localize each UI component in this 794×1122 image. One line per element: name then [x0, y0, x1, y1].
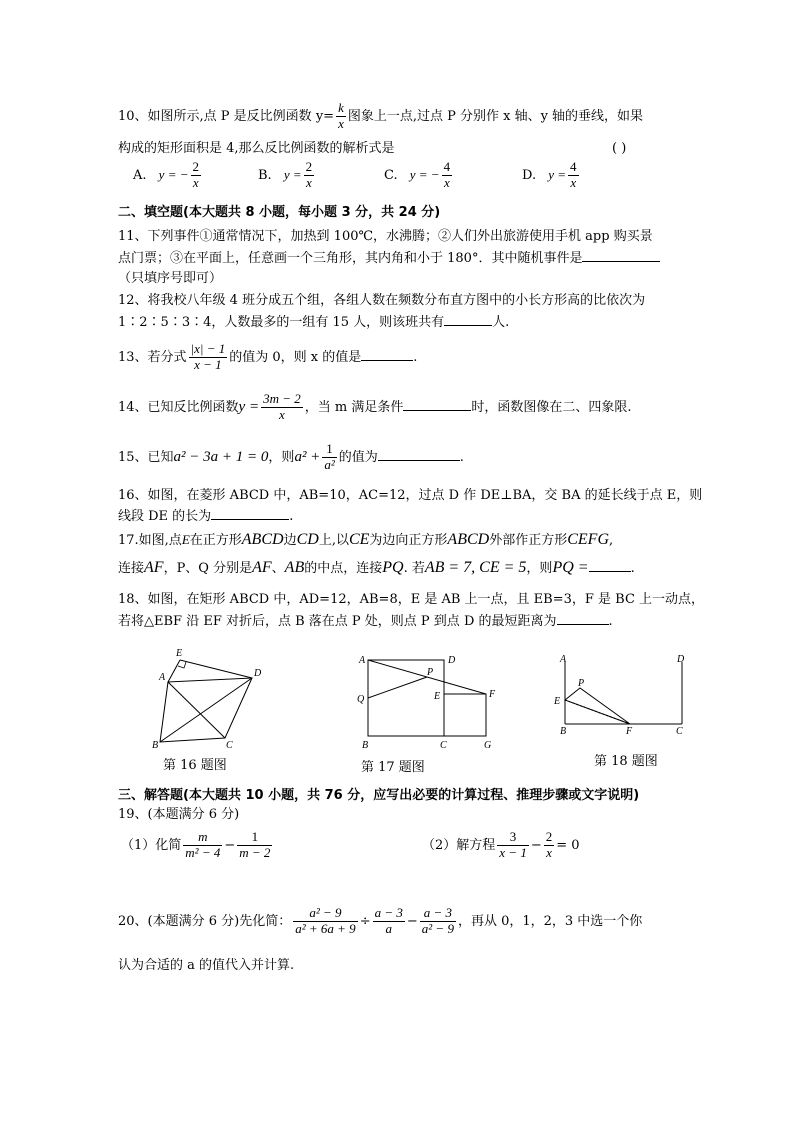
minus: − — [530, 837, 542, 853]
option-lhs: y = − — [158, 166, 189, 182]
num: 2 — [192, 159, 199, 174]
m: ABCD — [241, 531, 284, 548]
q17-end: . — [630, 561, 635, 576]
q15-den: a² — [324, 456, 335, 472]
q10-text-b: 图象上一点,过点 P 分别作 x 轴、y 轴的垂线，如果 — [347, 108, 644, 124]
m: CEFG — [567, 531, 609, 548]
minus: − — [224, 837, 236, 853]
q15-pre: 15、已知 — [118, 449, 174, 465]
q17-answer-blank[interactable] — [589, 571, 631, 572]
q20-frac2 — [373, 906, 405, 937]
figure-17-caption: 第 17 题图 — [361, 760, 425, 775]
num: 2 — [545, 829, 553, 844]
num: 2 — [305, 159, 313, 174]
t: ，P、Q 分别是 — [163, 561, 253, 576]
fig16-label-c: C — [226, 740, 233, 750]
fig17-label-b: B — [362, 740, 369, 750]
q14-lhs: y = — [238, 398, 260, 415]
den: x — [443, 174, 450, 190]
q16-line2-text: 线段 DE 的长为 — [118, 509, 212, 524]
fig17-label-d: D — [448, 655, 456, 666]
q19-part2-label: （2）解方程 — [422, 837, 496, 853]
fig18-label-e: E — [554, 696, 561, 707]
q13-fraction — [189, 342, 228, 373]
fig18-triangle — [565, 688, 630, 724]
q11-line2-text: 点门票；③在平面上，任意画一个三角形，其内角和小于 180°．其中随机事件是 — [118, 251, 583, 266]
fig18-label-a: A — [560, 654, 567, 665]
q18-answer-blank[interactable] — [557, 624, 609, 625]
num: a² − 9 — [293, 906, 357, 922]
den: a² − 9 — [421, 920, 454, 936]
m: PQ — [382, 559, 404, 576]
q11-line3: （只填序号即可） — [118, 271, 223, 286]
fig18-label-f: F — [626, 726, 633, 737]
num: a − 3 — [374, 905, 403, 920]
t: 边 — [283, 533, 297, 548]
t: , — [609, 533, 614, 548]
option-fraction — [442, 160, 453, 191]
fig16-label-d: D — [254, 668, 262, 679]
m: ABCD — [447, 531, 490, 548]
den: x — [570, 174, 577, 190]
q11-answer-blank[interactable] — [582, 261, 660, 262]
fig17-label-e: E — [434, 691, 441, 702]
t: 连接 — [118, 561, 145, 576]
fig16-label-a: A — [159, 672, 166, 683]
q10-text-a: 10、如图所示,点 P 是反比例函数 y= — [118, 108, 335, 124]
q13-pre: 13、若分式 — [118, 349, 187, 365]
den: m − 2 — [239, 844, 271, 860]
option-label: A. — [133, 167, 147, 183]
fig17-square-cefg — [444, 694, 486, 736]
q13-end: . — [413, 349, 418, 365]
q14-num: 3m − 2 — [263, 391, 301, 406]
q12-line2-text: 1∶2∶5∶3∶4，人数最多的一组有 15 人，则该班共有 — [118, 315, 445, 330]
fig16-ac — [168, 682, 225, 738]
q19-frac2 — [237, 830, 272, 861]
fig16-label-b: B — [152, 740, 159, 750]
t: ，则 — [526, 561, 553, 576]
fig16-right-angle — [178, 662, 186, 668]
fig17-label-f: F — [489, 689, 496, 700]
t: 外部作正方形 — [489, 533, 568, 548]
fig16-de — [180, 660, 252, 678]
m: CE — [348, 531, 370, 548]
fig16-outline — [160, 660, 252, 742]
option-fraction — [304, 160, 315, 191]
q10-option-a — [133, 160, 203, 191]
m: AF — [144, 559, 164, 576]
q15-equation: a² − 3a + 1 = 0 — [173, 448, 269, 465]
q13-num: |x| − 1 — [190, 341, 226, 356]
t: . 若 — [403, 561, 425, 576]
q10-option-d — [522, 160, 581, 191]
q18-line2-text: 若将△EBF 沿 EF 对折后，点 B 落在点 P 处，则点 P 到点 D 的最短距离为 — [118, 614, 557, 629]
q15-line — [118, 442, 464, 473]
q19-part1 — [121, 830, 274, 861]
fig17-label-g: G — [484, 740, 492, 750]
q10-option-b — [258, 160, 316, 191]
q13-post: 的值为 0，则 x 的值是 — [229, 349, 362, 365]
fig17-pq — [368, 677, 427, 698]
fig18-label-p: P — [578, 678, 585, 689]
q14-answer-blank[interactable] — [403, 410, 471, 411]
q20-pre: 20、(本题满分 6 分)先化简： — [118, 913, 292, 929]
den: x — [305, 174, 312, 190]
q19-frac1 — [183, 830, 222, 861]
den: a² + 6a + 9 — [295, 920, 356, 936]
q15-expr: a² + — [294, 448, 321, 465]
q18-line1: 18、如图，在矩形 ABCD 中，AD=12，AB=8，E 是 AB 上一点，且 EB=3，F 是 BC 上一动点， — [118, 592, 705, 607]
m: AF — [252, 559, 272, 576]
q20-frac3 — [420, 906, 456, 937]
option-fraction — [191, 160, 202, 191]
q15-num: 1 — [322, 442, 336, 458]
fig17-label-c: C — [440, 740, 447, 750]
m: AB = 7, CE = 5 — [424, 559, 527, 576]
q12-line2 — [118, 315, 509, 331]
figure-18-rectangle — [550, 650, 700, 740]
q13-line — [118, 342, 417, 373]
option-lhs: y = − — [409, 166, 440, 182]
q19-title: 19、(本题满分 6 分) — [118, 807, 240, 822]
q10-x: x — [338, 115, 344, 131]
m: CD — [296, 531, 319, 548]
q11-line1: 11、下列事件①通常情况下，加热到 100℃，水沸腾；②人们外出旅游使用手机 app 购买景 — [118, 229, 653, 244]
t: 上,以 — [318, 533, 349, 548]
q19-frac4 — [544, 830, 555, 861]
t: 在正方形 — [189, 533, 242, 548]
q10-answer-paren: ( ) — [612, 141, 627, 156]
divide: ÷ — [359, 913, 371, 929]
q14-den: x — [279, 406, 285, 422]
section2-heading: 二、填空题(本大题共 8 小题，每小题 3 分，共 24 分) — [118, 205, 441, 220]
t: 、 — [271, 561, 285, 576]
figure-17-squares — [352, 650, 502, 750]
q19-frac3 — [497, 830, 529, 861]
num: m — [183, 830, 222, 846]
q14-post: 时，函数图像在二、四象限. — [471, 399, 632, 415]
q12-line1: 12、将我校八年级 4 班分成五个组，各组人数在频数分布直方图中的小长方形高的比依次为 — [118, 293, 646, 308]
fig18-label-d: D — [677, 654, 685, 665]
q20-line1 — [118, 906, 642, 937]
m: PQ = — [552, 559, 589, 576]
equals-zero: = 0 — [556, 837, 580, 853]
option-lhs: y = — [548, 166, 567, 182]
section3-heading: 三、解答题(本大题共 10 小题，共 76 分，应写出必要的计算过程、推理步骤或文字说明) — [118, 788, 640, 803]
q16-end: . — [289, 509, 294, 524]
num: a − 3 — [420, 906, 456, 922]
option-label: B. — [258, 167, 272, 183]
num: 3 — [497, 830, 529, 846]
q20-frac1 — [293, 906, 357, 937]
q10-line2-text: 构成的矩形面积是 4,那么反比例函数的解析式是 — [118, 141, 395, 156]
q13-answer-blank[interactable] — [361, 360, 413, 361]
option-fraction — [568, 160, 579, 191]
den: x − 1 — [499, 844, 527, 860]
t: 的中点，连接 — [304, 561, 383, 576]
q10-k: k — [338, 100, 344, 115]
q15-fraction — [322, 442, 336, 473]
t: 为边向正方形 — [369, 533, 448, 548]
q14-fraction — [261, 392, 303, 423]
q19-part2 — [422, 830, 580, 861]
q18-end: . — [608, 614, 613, 629]
q15-end: . — [459, 449, 464, 465]
q12-answer-blank[interactable] — [444, 325, 492, 326]
m: AB — [284, 559, 305, 576]
figure-16-caption: 第 16 题图 — [163, 758, 227, 773]
q10-line2 — [118, 141, 395, 157]
q14-line — [118, 392, 631, 423]
q20-post: ，再从 0，1，2，3 中选一个你 — [457, 913, 643, 929]
num: 4 — [570, 159, 577, 174]
q10-line1 — [118, 101, 643, 132]
q16-answer-blank[interactable] — [211, 519, 289, 520]
q16-line1: 16、如图，在菱形 ABCD 中，AB=10，AC=12，过点 D 作 DE⊥BA，交 BA 的延长线于点 E，则 — [118, 488, 703, 503]
q16-line2 — [118, 509, 293, 525]
den: x — [192, 174, 199, 190]
minus: − — [406, 913, 418, 929]
q17-line1 — [118, 530, 613, 550]
q15-answer-blank[interactable] — [378, 460, 460, 461]
fig17-label-p: P — [427, 667, 434, 678]
option-label: C. — [384, 167, 398, 183]
q20-line2: 认为合适的 a 的值代入并计算. — [118, 958, 295, 973]
option-lhs: y = — [283, 166, 302, 182]
figure-18-caption: 第 18 题图 — [594, 754, 658, 769]
q10-option-c — [384, 160, 454, 191]
q12-line2-end: 人. — [492, 315, 510, 330]
t: 17.如图,点 — [118, 533, 182, 548]
option-label: D. — [522, 167, 537, 183]
figure-16-rhombus — [140, 640, 280, 750]
fig17-label-q: Q — [357, 694, 365, 705]
fig16-label-e: E — [176, 648, 183, 659]
q14-mid: ，当 m 满足条件 — [304, 399, 404, 415]
fig18-label-c: C — [676, 726, 683, 737]
num: 1 — [237, 830, 272, 846]
m: E — [181, 532, 190, 547]
q10-k-over-x — [336, 101, 346, 132]
fig17-label-a: A — [359, 655, 366, 666]
den: m² − 4 — [185, 844, 221, 860]
fig18-label-b: B — [560, 726, 567, 737]
q13-den: x − 1 — [194, 356, 222, 372]
q11-line2 — [118, 251, 660, 267]
den: a — [385, 920, 392, 936]
q17-line2 — [118, 558, 635, 578]
den: x — [546, 844, 552, 860]
q19-part1-label: （1）化简 — [121, 837, 182, 853]
q18-line2 — [118, 614, 613, 630]
q15-post: 的值为 — [338, 449, 378, 465]
q15-mid: ，则 — [268, 449, 295, 465]
num: 4 — [443, 159, 451, 174]
q14-pre: 14、已知反比例函数 — [118, 399, 239, 415]
